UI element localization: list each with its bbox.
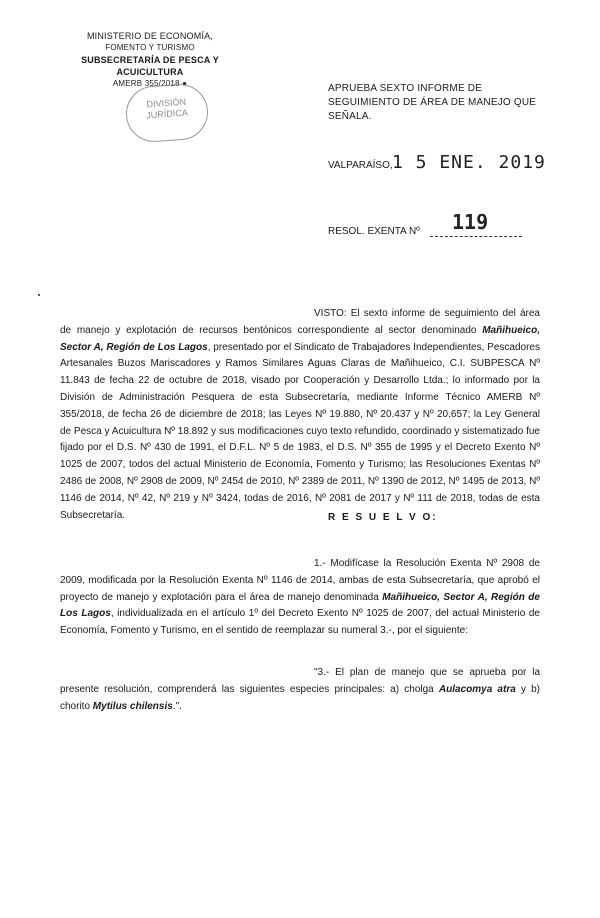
article-1-paragraph bbox=[60, 556, 540, 640]
margin-mark bbox=[38, 294, 40, 296]
resolution-label: RESOL. EXENTA Nº bbox=[328, 226, 420, 237]
stamp-line-1: DIVISIÓN bbox=[146, 96, 187, 110]
reference-code: AMERB 355/2018 ● bbox=[112, 79, 188, 88]
numeral-3-paragraph bbox=[60, 664, 540, 715]
species-2-name: Mytilus chilensis bbox=[92, 701, 173, 712]
numeral-3-text-2: y b) chorito bbox=[60, 684, 541, 712]
place-label: VALPARAÍSO, bbox=[328, 160, 393, 171]
visto-paragraph bbox=[60, 306, 540, 524]
document-subject: APRUEBA SEXTO INFORME DE SEGUIMIENTO DE ÁREA DE MANEJO QUE SEÑALA. bbox=[328, 83, 537, 122]
ministry-subname: FOMENTO Y TURISMO bbox=[105, 43, 195, 52]
resolution-number: 119 bbox=[452, 210, 489, 234]
division-stamp bbox=[124, 82, 210, 144]
numeral-3-text-1: "3.- El plan de manejo que se aprueba por la presente resolución, comprenderá las siguientes especies principales: a) cholga bbox=[60, 667, 540, 695]
visto-text-2: , presentado por el Sindicato de Trabajadores Independientes, Pescadores Artesanales Buzos Mariscadores y Ramos Similares Aguas Claras de Mañihueico, C.I. SUBPESCA Nº 11.843 de fecha 22 de octubre de 2018, visado por Cooperación y Desarrollo Ltda.; lo informado por la División de Administración Pesquera de esta Subsecretaría, mediante Informe Técnico AMERB Nº 355/2018, de fecha 26 de diciembre de 2018; las Leyes Nº 19.880, Nº 20.437 y Nº 20.657; la Ley General de Pesca y Acuicultura Nº 18.892 y sus modificaciones cuyo texto refundido, coordinado y sistematizado fue fijado por el D.S. Nº 430 de 1991, el D.F.L. Nº 5 de 1983, el D.S. Nº 355 de 1995 y el Decreto Exento Nº 1025 de 2007, todos del actual Ministerio de Economía, Fomento y Turismo; las Resoluciones Exentas Nº 2486 de 2008, Nº 2908 de 2009, Nº 2454 de 2010, Nº 2389 de 2011, Nº 1390 de 2012, Nº 1495 de 2013, Nº 1146 de 2014, Nº 42, Nº 219 y Nº 3424, todas de 2016, Nº 2081 de 2017 y Nº 111 de 2018, todas de esta Subsecretaría. bbox=[60, 341, 540, 521]
resuelvo-heading: R E S U E L V O: bbox=[328, 512, 438, 523]
ministry-name: MINISTERIO DE ECONOMÍA, bbox=[86, 31, 214, 41]
numeral-3-text-3: .". bbox=[172, 701, 182, 712]
article-1-text-1: 1.- Modifícase la Resolución Exenta Nº 2908 de 2009, modificada por la Resolución Exenta Nº 1146 de 2014, ambas de esta Subsecretaría, que aprobó el proyecto de manejo y explotación para el área de manejo denominada bbox=[60, 558, 540, 603]
undersecretariat-name: SUBSECRETARÍA DE PESCA Y ACUICULTURA bbox=[81, 55, 219, 77]
date-stamp: 1 5 ENE. 2019 bbox=[392, 152, 546, 173]
letterhead bbox=[60, 30, 240, 90]
resolution-underline bbox=[430, 236, 522, 237]
article-1-text-2: , individualizada en el artículo 1º del Decreto Exento Nº 1025 de 2007, del actual Ministerio de Economía, Fomento y Turismo, en el sentido de reemplazar su numeral 3.-, por el siguiente: bbox=[60, 608, 540, 637]
visto-text-1: VISTO: El sexto informe de seguimiento del área de manejo y explotación de recursos bentónicos correspondiente al sector denominado bbox=[60, 308, 540, 336]
visto-place-name: Mañihueico, Sector A, Región de Los Lagos bbox=[60, 324, 540, 353]
article-1-place-name: Mañihueico, Sector A, Región de Los Lagos bbox=[60, 591, 540, 620]
species-1-name: Aulacomya atra bbox=[438, 684, 516, 695]
stamp-line-2: JURÍDICA bbox=[146, 107, 189, 121]
